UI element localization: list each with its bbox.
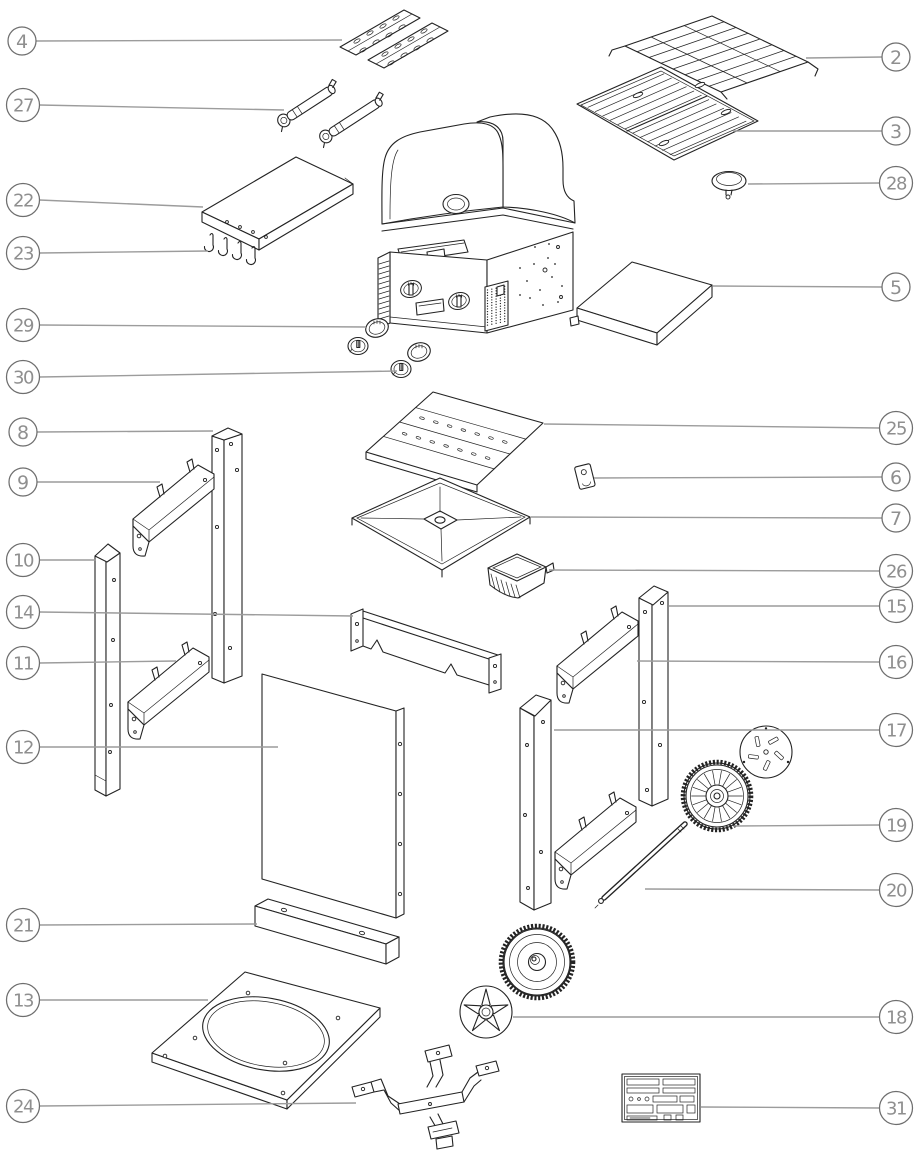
callout-number: 2 (889, 46, 903, 69)
callout-6[interactable] (882, 463, 910, 491)
callout-25[interactable] (880, 412, 913, 445)
part-hub-cap (460, 986, 512, 1038)
callout-number: 12 (13, 737, 33, 759)
part-left-side-shelf (202, 157, 353, 250)
part-grease-cup (488, 554, 554, 598)
callout-number: 20 (886, 880, 906, 902)
callout-2[interactable] (882, 43, 910, 71)
part-rating-label (622, 1074, 700, 1122)
callout-number: 26 (886, 561, 906, 583)
callout-27[interactable] (7, 89, 40, 122)
callout-15[interactable] (880, 590, 913, 623)
part-wheel (683, 762, 751, 830)
callout-24[interactable] (7, 1090, 40, 1123)
callout-number: 5 (889, 276, 903, 299)
callout-number: 15 (886, 596, 906, 618)
callout-number: 13 (13, 990, 33, 1012)
part-wheel-cover-disc (740, 726, 792, 778)
callout-10[interactable] (7, 544, 40, 577)
part-door-panel (262, 674, 404, 918)
callout-29[interactable] (7, 309, 40, 342)
part-right-front-leg (520, 695, 551, 910)
callout-20[interactable] (880, 874, 913, 907)
callout-7[interactable] (882, 504, 910, 532)
callout-number: 24 (13, 1096, 33, 1118)
callout-21[interactable] (7, 909, 40, 942)
part-lid-cap (712, 172, 746, 200)
callout-number: 18 (886, 1007, 906, 1029)
callout-number: 29 (13, 315, 33, 337)
callout-number: 21 (13, 915, 33, 937)
callout-31[interactable] (880, 1092, 913, 1125)
callout-number: 31 (886, 1098, 906, 1120)
part-left-front-leg (95, 544, 120, 796)
part-heat-shield (366, 392, 543, 492)
callout-23[interactable] (7, 237, 40, 270)
callout-14[interactable] (7, 596, 40, 629)
part-grill-head (378, 114, 575, 333)
callout-number: 30 (13, 367, 33, 389)
callout-4[interactable] (8, 27, 36, 55)
part-right-rear-leg (639, 586, 668, 806)
part-caster-bracket (352, 1045, 499, 1149)
callout-22[interactable] (7, 184, 40, 217)
callout-3[interactable] (882, 117, 910, 145)
callout-18[interactable] (880, 1001, 913, 1034)
callout-number: 22 (13, 190, 33, 212)
callout-number: 19 (886, 815, 906, 837)
part-right-lower-bracket (555, 792, 636, 889)
callout-number: 9 (16, 471, 30, 494)
callout-number: 11 (13, 653, 33, 675)
callout-12[interactable] (7, 731, 40, 764)
callout-8[interactable] (9, 418, 37, 446)
callout-number: 10 (13, 550, 33, 572)
part-right-upper-bracket (557, 606, 638, 703)
callout-19[interactable] (880, 809, 913, 842)
callout-26[interactable] (880, 555, 913, 588)
callout-5[interactable] (882, 273, 910, 301)
callout-number: 16 (886, 652, 906, 674)
callout-number: 8 (16, 421, 30, 444)
callout-number: 17 (886, 720, 906, 742)
callout-30[interactable] (7, 361, 40, 394)
callout-28[interactable] (880, 167, 913, 200)
part-mounting-clip (574, 463, 595, 489)
part-burners (273, 78, 390, 147)
callout-13[interactable] (7, 984, 40, 1017)
callout-number: 27 (13, 95, 33, 117)
part-bottom-panel (152, 972, 380, 1109)
part-left-upper-bracket (133, 459, 214, 556)
part-heat-plates (340, 10, 448, 68)
callout-number: 4 (15, 30, 29, 53)
callout-number: 25 (886, 418, 906, 440)
part-left-lower-bracket (128, 642, 209, 739)
callout-number: 7 (889, 507, 903, 530)
callout-number: 3 (889, 120, 903, 143)
part-right-side-shelf (570, 262, 712, 345)
part-cooking-grates (577, 67, 758, 160)
callout-number: 23 (13, 243, 33, 265)
part-front-cross-brace (351, 609, 501, 693)
part-lower-wheel (501, 926, 573, 998)
callout-number: 28 (886, 173, 906, 195)
callout-17[interactable] (880, 714, 913, 747)
callout-16[interactable] (880, 646, 913, 679)
callout-number: 14 (13, 602, 33, 624)
callout-11[interactable] (7, 647, 40, 680)
callout-9[interactable] (9, 468, 37, 496)
part-left-rear-leg (212, 428, 242, 683)
callout-number: 6 (889, 466, 903, 489)
